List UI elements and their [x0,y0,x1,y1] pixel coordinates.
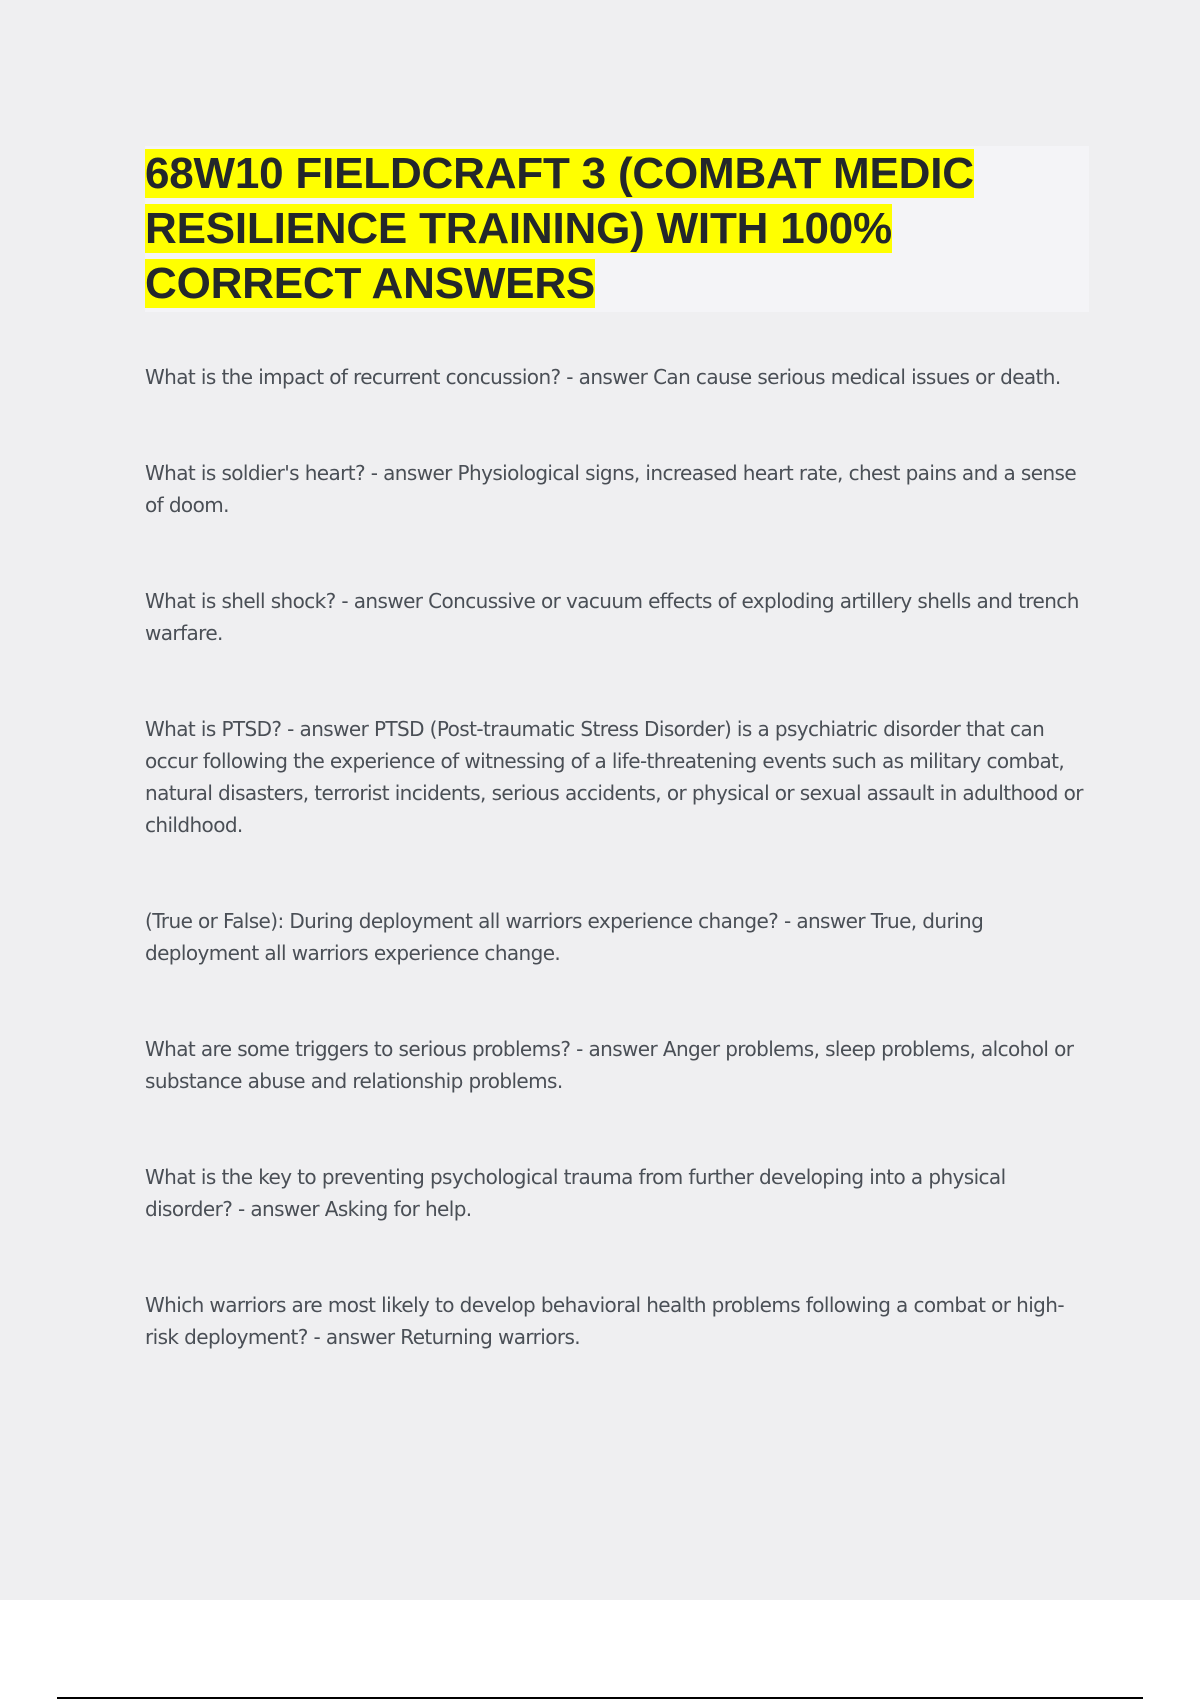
title-highlight: 68W10 FIELDCRAFT 3 (COMBAT MEDIC RESILIENCE TRAINING) WITH 100% CORRECT ANSWERS [145,149,974,308]
qa-item: What is soldier's heart? - answer Physiological signs, increased heart rate, chest pains and a sense of doom. [145,461,1077,517]
qa-item: Which warriors are most likely to develop behavioral health problems following a combat or high-risk deployment? - answer Returning warriors. [145,1293,1064,1349]
qa-item: What is shell shock? - answer Concussive or vacuum effects of exploding artillery shells and trench warfare. [145,589,1079,645]
footer-divider [57,1697,1143,1699]
title-block [145,146,1089,312]
qa-item: What is the key to preventing psychological trauma from further developing into a physical disorder? - answer Asking for help. [145,1165,1006,1221]
document-title [145,146,1089,311]
qa-item: What is PTSD? - answer PTSD (Post-traumatic Stress Disorder) is a psychiatric disorder that can occur following the experience of witnessing of a life-threatening events such as military combat, natural disasters, terrorist incidents, serious accidents, or physical or sexual assault in adulthood or childhood. [145,717,1083,837]
qa-item: What are some triggers to serious problems? - answer Anger problems, sleep problems, alcohol or substance abuse and relationship problems. [145,1037,1074,1093]
qa-item: What is the impact of recurrent concussion? - answer Can cause serious medical issues or death. [145,365,1061,389]
qa-list [145,361,1085,1417]
qa-item: (True or False): During deployment all warriors experience change? - answer True, during deployment all warriors experience change. [145,909,984,965]
